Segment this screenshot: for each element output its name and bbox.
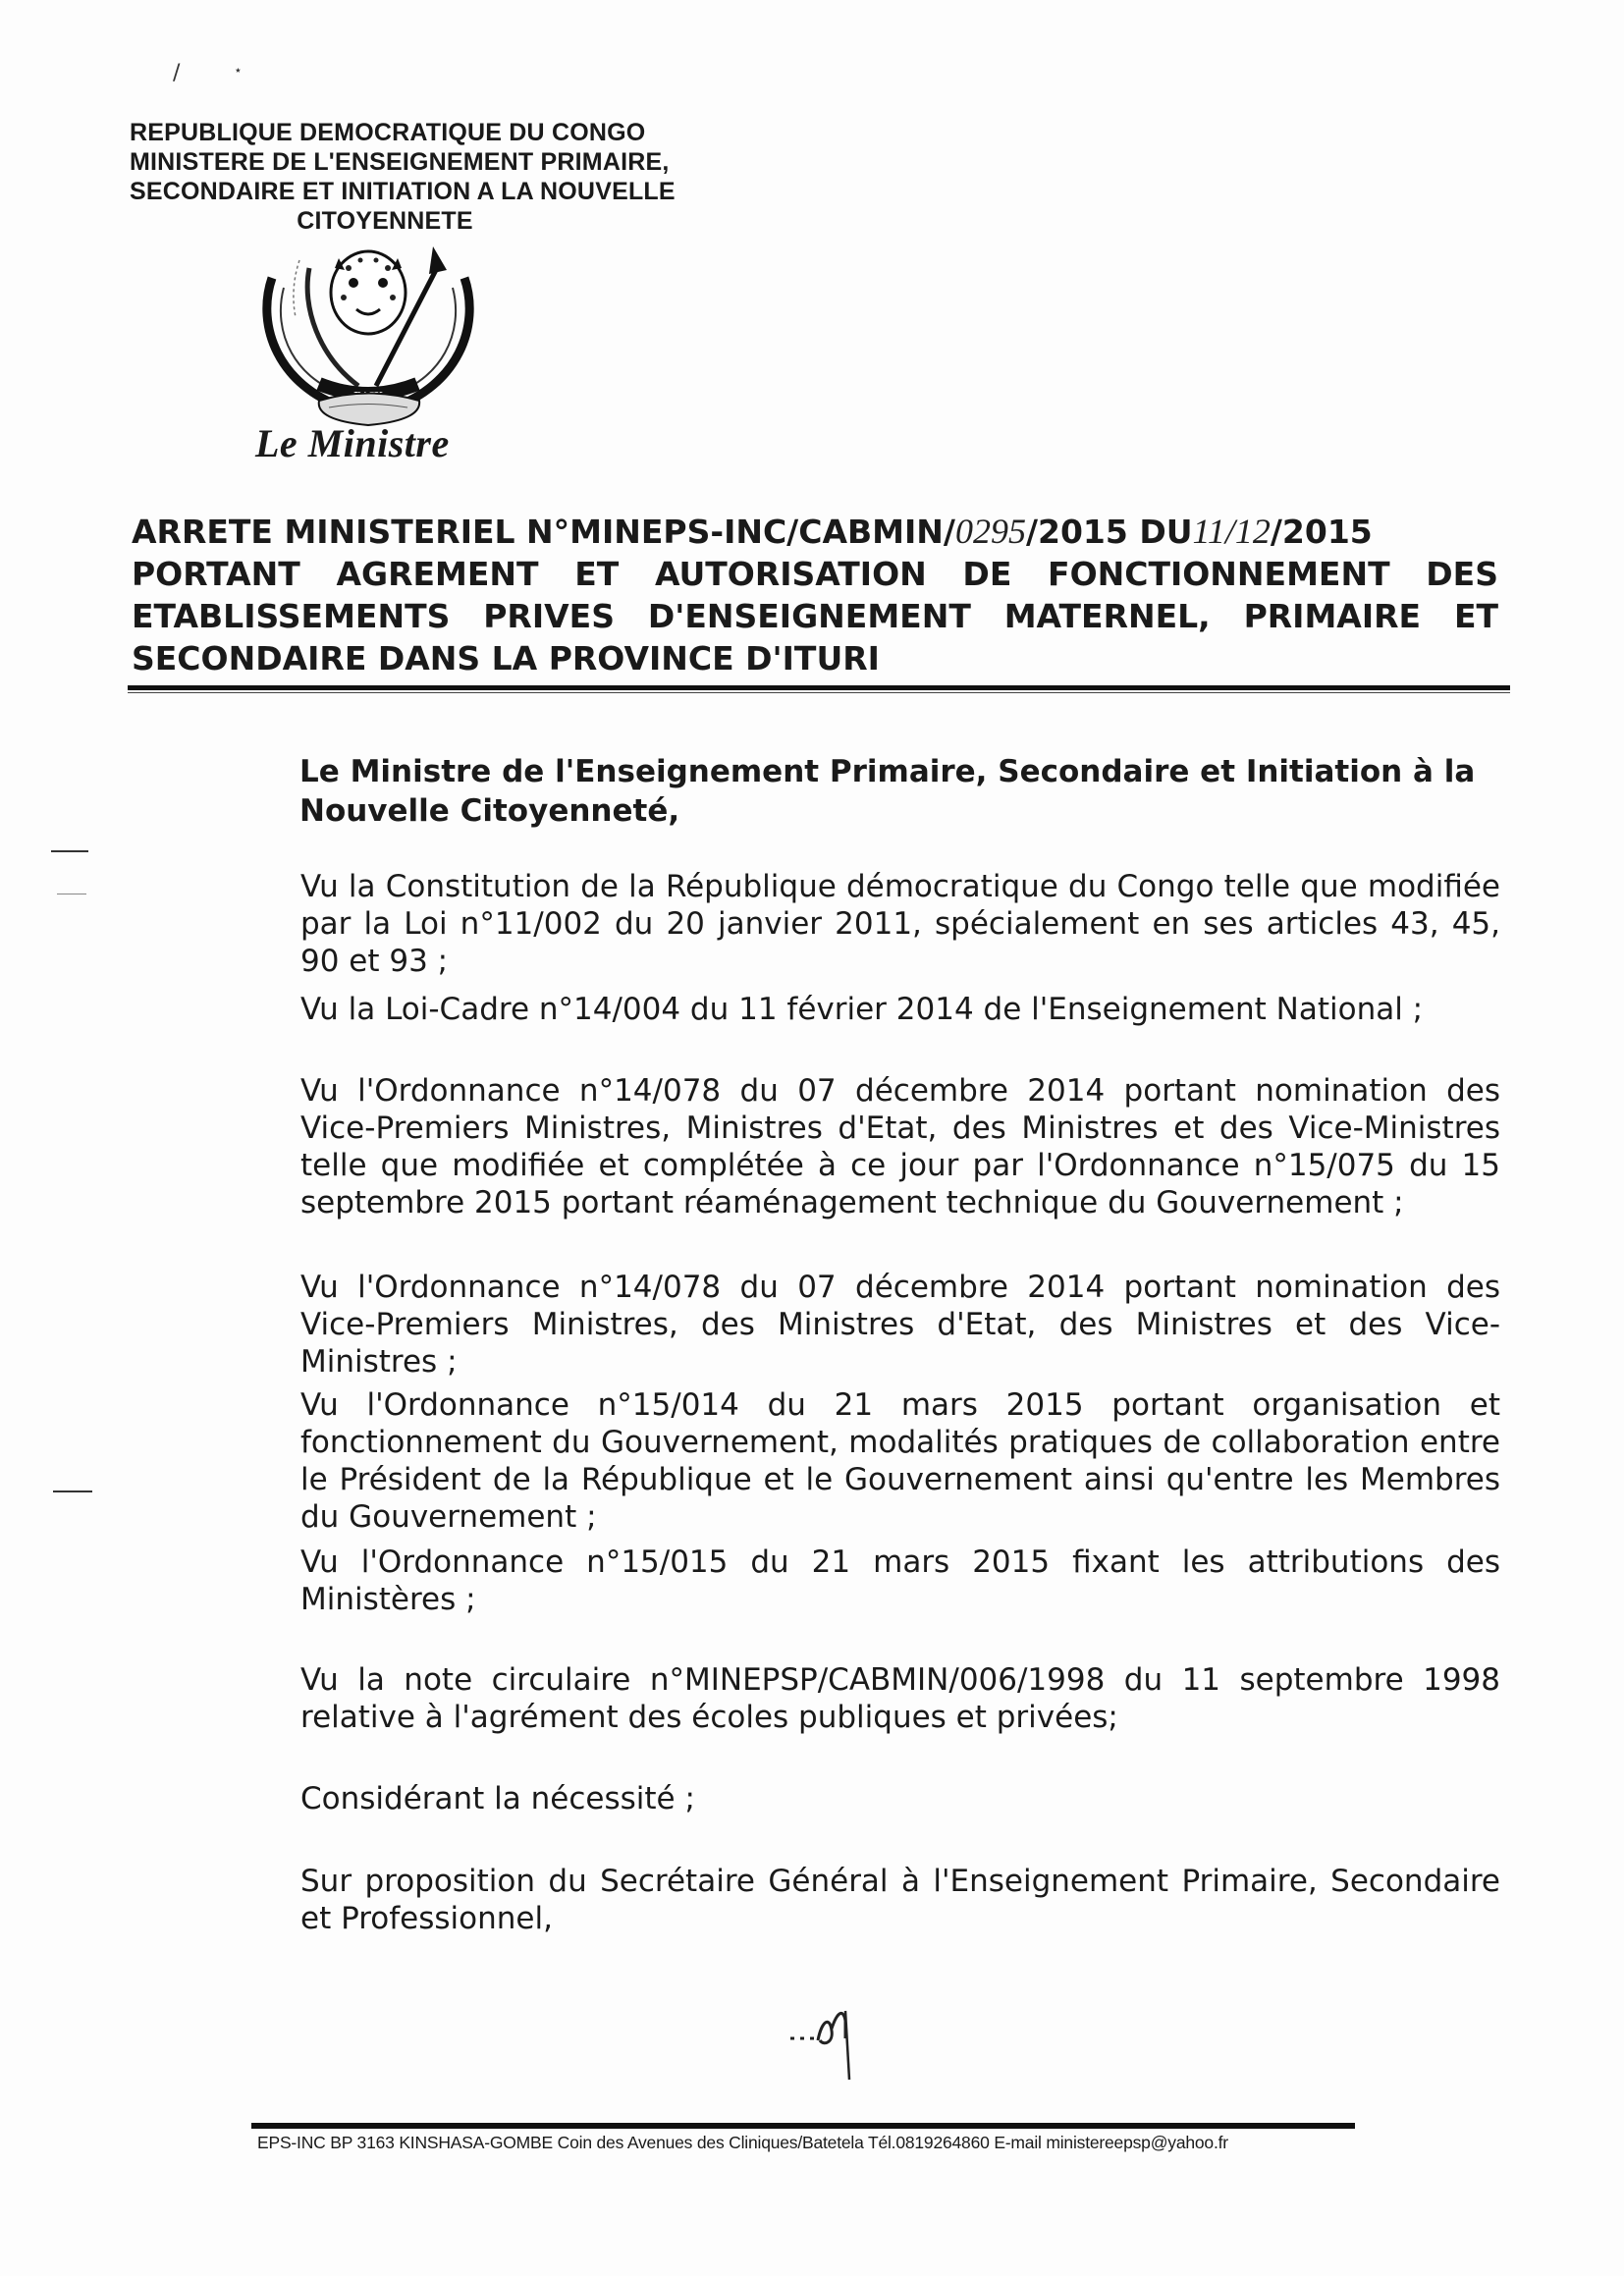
paragraph-text: Vu l'Ordonnance n°14/078 du 07 décembre 2014 portant nomination des Vice-Premiers Ministres, Ministres d'Etat, des Ministres et des Vice-Ministres telle que modifiée et complétée à ce jour par l'Ordonnance n°15/075 du 15 septembre 2015 portant réaménagement technique du Gouvernement ; (300, 1073, 1500, 1220)
paragraph-text: Vu l'Ordonnance n°14/078 du 07 décembre 2014 portant nomination des Vice-Premiers Ministres, des Ministres d'Etat, des Ministres et des Vice-Ministres ; (300, 1270, 1500, 1380)
paragraph-constitution (132, 868, 1500, 980)
ministry-line-3: CITOYENNETE (297, 207, 473, 235)
paragraph-text: Vu la Loi-Cadre n°14/004 du 11 février 2014 de l'Enseignement National ; (300, 992, 1424, 1027)
paragraph-text: Vu la note circulaire n°MINEPSP/CABMIN/006/1998 du 11 septembre 1998 relative à l'agrément des écoles publiques et privées; (300, 1662, 1500, 1735)
title-underline (128, 685, 1510, 690)
title-word: PRIMAIRE (1243, 597, 1422, 635)
paragraph-text: Sur proposition du Secrétaire Général à l'Enseignement Primaire, Secondaire et Professionnel, (300, 1864, 1500, 1936)
paragraph-proposition (132, 1863, 1500, 1937)
handwritten-number: 0295 (954, 512, 1026, 551)
coat-of-arms-emblem (250, 239, 486, 430)
title-line-4: SECONDAIRE DANS LA PROVINCE D'ITURI (132, 639, 880, 677)
paragraph-ordonnance-2 (132, 1269, 1500, 1381)
ministry-line-2: SECONDAIRE ET INITIATION A LA NOUVELLE (130, 178, 676, 205)
title-line-2 (132, 553, 1498, 595)
letterhead (130, 118, 719, 236)
paragraph-text: Considérant la nécessité ; (300, 1781, 695, 1816)
scan-speck: ⋆ (234, 63, 243, 79)
preamble-heading: Le Ministre de l'Enseignement Primaire, Secondaire et Initiation à la Nouvelle Citoyenneté, (299, 754, 1476, 829)
country-name: REPUBLIQUE DEMOCRATIQUE DU CONGO (130, 119, 646, 146)
title-word: FONCTIONNEMENT (1048, 555, 1390, 593)
title-word: AGREMENT (336, 555, 539, 593)
paragraph-ordonnance-4 (132, 1544, 1500, 1618)
title-word: ET (1453, 597, 1498, 635)
decree-ref-prefix: ARRETE MINISTERIEL N°MINEPS-INC/CABMIN/0295/2015 DU11/12/2015 (132, 512, 1373, 551)
paragraph-note-circulaire (132, 1661, 1500, 1736)
paragraph-ordonnance-3 (132, 1386, 1500, 1536)
scan-speck: / (173, 61, 181, 85)
title-word: DE (962, 555, 1012, 593)
decree-title (132, 511, 1498, 679)
title-word: AUTORISATION (654, 555, 927, 593)
minister-signature-title: Le Ministre (255, 421, 450, 465)
title-line-3 (132, 595, 1498, 637)
decree-reference (132, 511, 1498, 553)
handwritten-initials (781, 1981, 869, 2089)
handwritten-date: 11/12 (1192, 512, 1271, 551)
title-word: D'ENSEIGNEMENT (647, 597, 971, 635)
title-word: ET (574, 555, 620, 593)
paragraph-text: Vu l'Ordonnance n°15/015 du 21 mars 2015 fixant les attributions des Ministères ; (300, 1544, 1500, 1617)
ministry-line-1: MINISTERE DE L'ENSEIGNEMENT PRIMAIRE, (130, 148, 670, 176)
title-word: ETABLISSEMENTS (132, 597, 451, 635)
paragraph-text: Vu la Constitution de la République démocratique du Congo telle que modifiée par la Loi n°11/002 du 20 janvier 2011, spécialement en ses articles 43, 45, 90 et 93 ; (300, 869, 1500, 979)
paragraph-text: Vu l'Ordonnance n°15/014 du 21 mars 2015 portant organisation et fonctionnement du Gouvernement, modalités pratiques de collaboration entre le Président de la République et le Gouvernement ainsi qu'entre les Membres du Gouvernement ; (300, 1387, 1500, 1535)
footer-contact: EPS-INC BP 3163 KINSHASA-GOMBE Coin des Avenues des Cliniques/Batetela Tél.0819264860 E-mail ministereepsp@yahoo.fr (257, 2133, 1228, 2152)
paragraph-loi-cadre (132, 991, 1500, 1028)
title-word: PORTANT (132, 555, 300, 593)
paragraph-considerant (132, 1780, 1500, 1817)
footer-rule (251, 2123, 1355, 2129)
paragraph-ordonnance-1 (132, 1072, 1500, 1221)
title-word: DES (1426, 555, 1498, 593)
title-underline-thin (128, 692, 1510, 693)
title-word: PRIVES (483, 597, 615, 635)
margin-mark (51, 850, 88, 852)
title-word: MATERNEL, (1003, 597, 1211, 635)
margin-mark (53, 1490, 92, 1492)
